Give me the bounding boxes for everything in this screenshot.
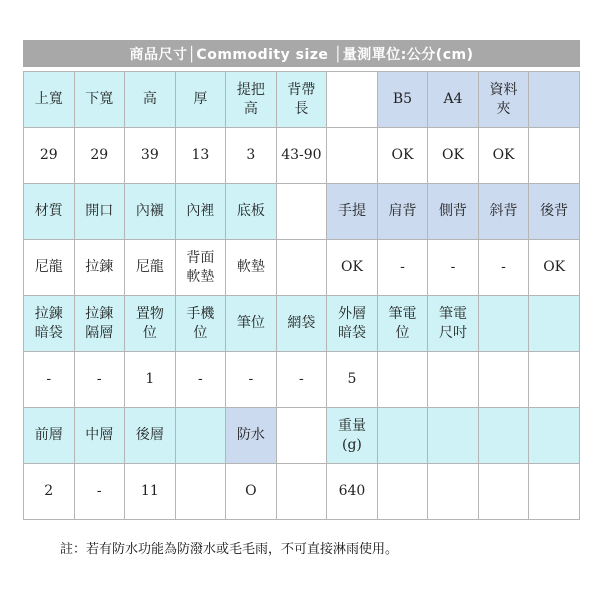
table-header-cell: 底板 [226,184,277,240]
table-cell: - [428,240,479,296]
table-cell: 11 [125,464,176,520]
table-cell: - [74,464,125,520]
table-cell: - [226,352,277,408]
table-cell: OK [478,128,529,184]
table-header-cell [529,296,580,352]
table-cell [529,464,580,520]
size-spec-section [23,40,580,520]
table-header-cell: 筆電 位 [377,296,428,352]
table-header-cell: 外層 暗袋 [327,296,378,352]
table-header-cell: 筆電 尺吋 [428,296,479,352]
table-cell: 5 [327,352,378,408]
table-cell: 640 [327,464,378,520]
table-cell [377,464,428,520]
table-cell: 43-90 [276,128,327,184]
waterproof-note: 註：若有防水功能為防潑水或毛毛雨，不可直接淋雨使用。 [60,542,399,557]
table-header-cell: 斜背 [478,184,529,240]
table-header-cell [327,72,378,128]
table-cell: - [377,240,428,296]
table-header-cell: 資料 夾 [478,72,529,128]
table-header-cell: 內裡 [175,184,226,240]
table-cell [529,128,580,184]
table-header-row [24,72,580,128]
table-cell [377,352,428,408]
table-header-cell: 背帶 長 [276,72,327,128]
table-cell: 背面 軟墊 [175,240,226,296]
table-header-cell: 中層 [74,408,125,464]
table-cell: OK [428,128,479,184]
table-cell [327,128,378,184]
table-header-cell: 後層 [125,408,176,464]
table-cell: - [74,352,125,408]
table-header-cell [478,296,529,352]
table-header-cell [377,408,428,464]
table-header-cell: 手提 [327,184,378,240]
table-header-cell: B5 [377,72,428,128]
table-cell [276,240,327,296]
table-cell [478,352,529,408]
table-header-cell: A4 [428,72,479,128]
table-header-cell: 後背 [529,184,580,240]
table-cell: - [24,352,75,408]
table-cell: 29 [24,128,75,184]
table-cell: 1 [125,352,176,408]
table-cell: OK [377,128,428,184]
table-header-row [24,184,580,240]
table-cell: 3 [226,128,277,184]
table-cell: 2 [24,464,75,520]
table-header-cell: 置物 位 [125,296,176,352]
table-header-cell: 筆位 [226,296,277,352]
table-header-cell [478,408,529,464]
table-header-cell: 手機 位 [175,296,226,352]
table-cell: 尼龍 [24,240,75,296]
table-header-cell [529,408,580,464]
table-cell: OK [529,240,580,296]
table-value-row [24,240,580,296]
table-cell: 29 [74,128,125,184]
table-cell: 拉鍊 [74,240,125,296]
table-header-cell: 材質 [24,184,75,240]
table-header-cell [175,408,226,464]
size-title-bar: 商品尺寸│Commodity size │量測單位:公分(cm) [23,40,580,67]
table-value-row [24,464,580,520]
table-header-cell: 下寬 [74,72,125,128]
table-header-cell: 提把 高 [226,72,277,128]
table-header-cell [529,72,580,128]
table-cell: - [175,352,226,408]
table-header-cell: 側背 [428,184,479,240]
table-cell: 軟墊 [226,240,277,296]
table-header-cell: 開口 [74,184,125,240]
table-header-cell: 拉鍊 隔層 [74,296,125,352]
table-cell [276,464,327,520]
table-cell: - [276,352,327,408]
table-cell [428,464,479,520]
table-cell: 13 [175,128,226,184]
table-header-cell [276,184,327,240]
table-value-row [24,352,580,408]
table-cell: O [226,464,277,520]
table-header-cell: 重量 (g) [327,408,378,464]
table-header-cell: 上寬 [24,72,75,128]
table-header-cell [276,408,327,464]
table-cell [175,464,226,520]
table-cell [529,352,580,408]
table-cell [478,464,529,520]
table-header-cell: 肩背 [377,184,428,240]
size-spec-table [23,71,580,520]
table-header-row [24,296,580,352]
table-cell: OK [327,240,378,296]
table-cell: 尼龍 [125,240,176,296]
table-header-cell: 防水 [226,408,277,464]
table-header-cell: 厚 [175,72,226,128]
table-header-cell: 拉鍊 暗袋 [24,296,75,352]
table-cell: - [478,240,529,296]
table-cell [428,352,479,408]
table-header-cell: 高 [125,72,176,128]
table-value-row [24,128,580,184]
table-header-cell: 網袋 [276,296,327,352]
table-header-cell: 內襯 [125,184,176,240]
table-header-cell [428,408,479,464]
table-header-cell: 前層 [24,408,75,464]
table-cell: 39 [125,128,176,184]
table-header-row [24,408,580,464]
